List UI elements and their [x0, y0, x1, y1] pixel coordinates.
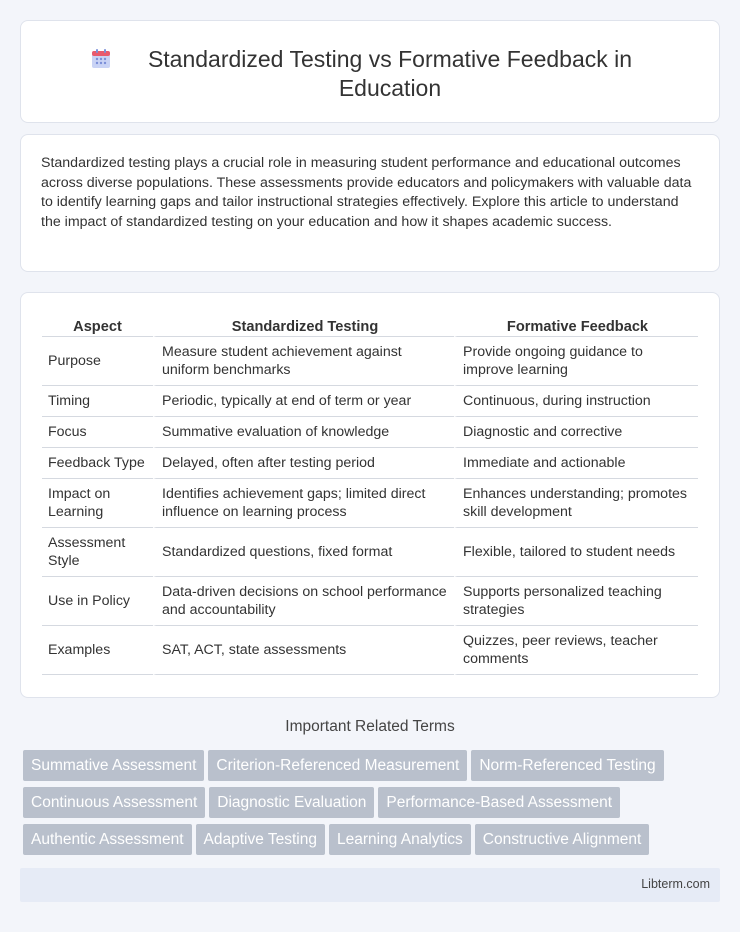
- cell-standardized: SAT, ACT, state assessments: [153, 626, 454, 675]
- cell-aspect: Focus: [42, 417, 153, 448]
- related-term-tag[interactable]: Norm-Referenced Testing: [471, 750, 663, 781]
- cell-aspect: Timing: [42, 386, 153, 417]
- page-title: [21, 45, 719, 103]
- tag-row: [23, 750, 668, 781]
- intro-card: [20, 134, 720, 272]
- footer-site-link[interactable]: Libterm.com: [641, 877, 710, 891]
- tag-row: [23, 824, 653, 855]
- cell-formative: Provide ongoing guidance to improve learning: [454, 337, 698, 386]
- related-term-tag[interactable]: Criterion-Referenced Measurement: [208, 750, 467, 781]
- cell-formative: Diagnostic and corrective: [454, 417, 698, 448]
- title-card: [20, 20, 720, 123]
- cell-aspect: Assessment Style: [42, 528, 153, 577]
- calendar-icon: [90, 48, 112, 70]
- comparison-table: [42, 315, 698, 675]
- cell-standardized: Standardized questions, fixed format: [153, 528, 454, 577]
- header-standardized-testing: Standardized Testing: [153, 315, 454, 337]
- table-row: [42, 626, 698, 675]
- cell-standardized: Data-driven decisions on school performance and accountability: [153, 577, 454, 626]
- cell-formative: Quizzes, peer reviews, teacher comments: [454, 626, 698, 675]
- cell-standardized: Identifies achievement gaps; limited direct influence on learning process: [153, 479, 454, 528]
- related-term-tag[interactable]: Continuous Assessment: [23, 787, 205, 818]
- related-terms-title: Important Related Terms: [285, 718, 455, 735]
- cell-standardized: Summative evaluation of knowledge: [153, 417, 454, 448]
- cell-aspect: Examples: [42, 626, 153, 675]
- cell-aspect: Feedback Type: [42, 448, 153, 479]
- cell-aspect: Use in Policy: [42, 577, 153, 626]
- page-title-text: Standardized Testing vs Formative Feedback in Education: [147, 46, 633, 101]
- cell-aspect: Purpose: [42, 337, 153, 386]
- header-aspect: Aspect: [42, 315, 153, 337]
- table-row: [42, 386, 698, 417]
- cell-standardized: Periodic, typically at end of term or year: [153, 386, 454, 417]
- table-header-row: [42, 315, 698, 337]
- table-row: [42, 479, 698, 528]
- cell-formative: Immediate and actionable: [454, 448, 698, 479]
- related-term-tag[interactable]: Diagnostic Evaluation: [209, 787, 374, 818]
- footer: [20, 868, 720, 902]
- related-term-tag[interactable]: Summative Assessment: [23, 750, 204, 781]
- table-row: [42, 528, 698, 577]
- cell-standardized: Delayed, often after testing period: [153, 448, 454, 479]
- cell-formative: Supports personalized teaching strategies: [454, 577, 698, 626]
- related-term-tag[interactable]: Authentic Assessment: [23, 824, 192, 855]
- related-term-tag[interactable]: Constructive Alignment: [475, 824, 650, 855]
- cell-aspect: Impact on Learning: [42, 479, 153, 528]
- table-row: [42, 417, 698, 448]
- related-term-tag[interactable]: Learning Analytics: [329, 824, 471, 855]
- header-formative-feedback: Formative Feedback: [454, 315, 698, 337]
- related-term-tag[interactable]: Adaptive Testing: [196, 824, 325, 855]
- cell-formative: Flexible, tailored to student needs: [454, 528, 698, 577]
- cell-standardized: Measure student achievement against uniform benchmarks: [153, 337, 454, 386]
- comparison-card: [20, 292, 720, 698]
- cell-formative: Enhances understanding; promotes skill development: [454, 479, 698, 528]
- cell-formative: Continuous, during instruction: [454, 386, 698, 417]
- table-row: [42, 448, 698, 479]
- table-row: [42, 577, 698, 626]
- table-row: [42, 337, 698, 386]
- intro-paragraph: Standardized testing plays a crucial role in measuring student performance and educational outcomes across diverse populations. These assessments provide educators and policymakers with valuable data to identify learning gaps and tailor instructional strategies effectively. Explore this article to understand the impact of standardized testing on your education and how it shapes academic success.: [41, 155, 692, 230]
- related-term-tag[interactable]: Performance-Based Assessment: [378, 787, 620, 818]
- tag-row: [23, 787, 624, 818]
